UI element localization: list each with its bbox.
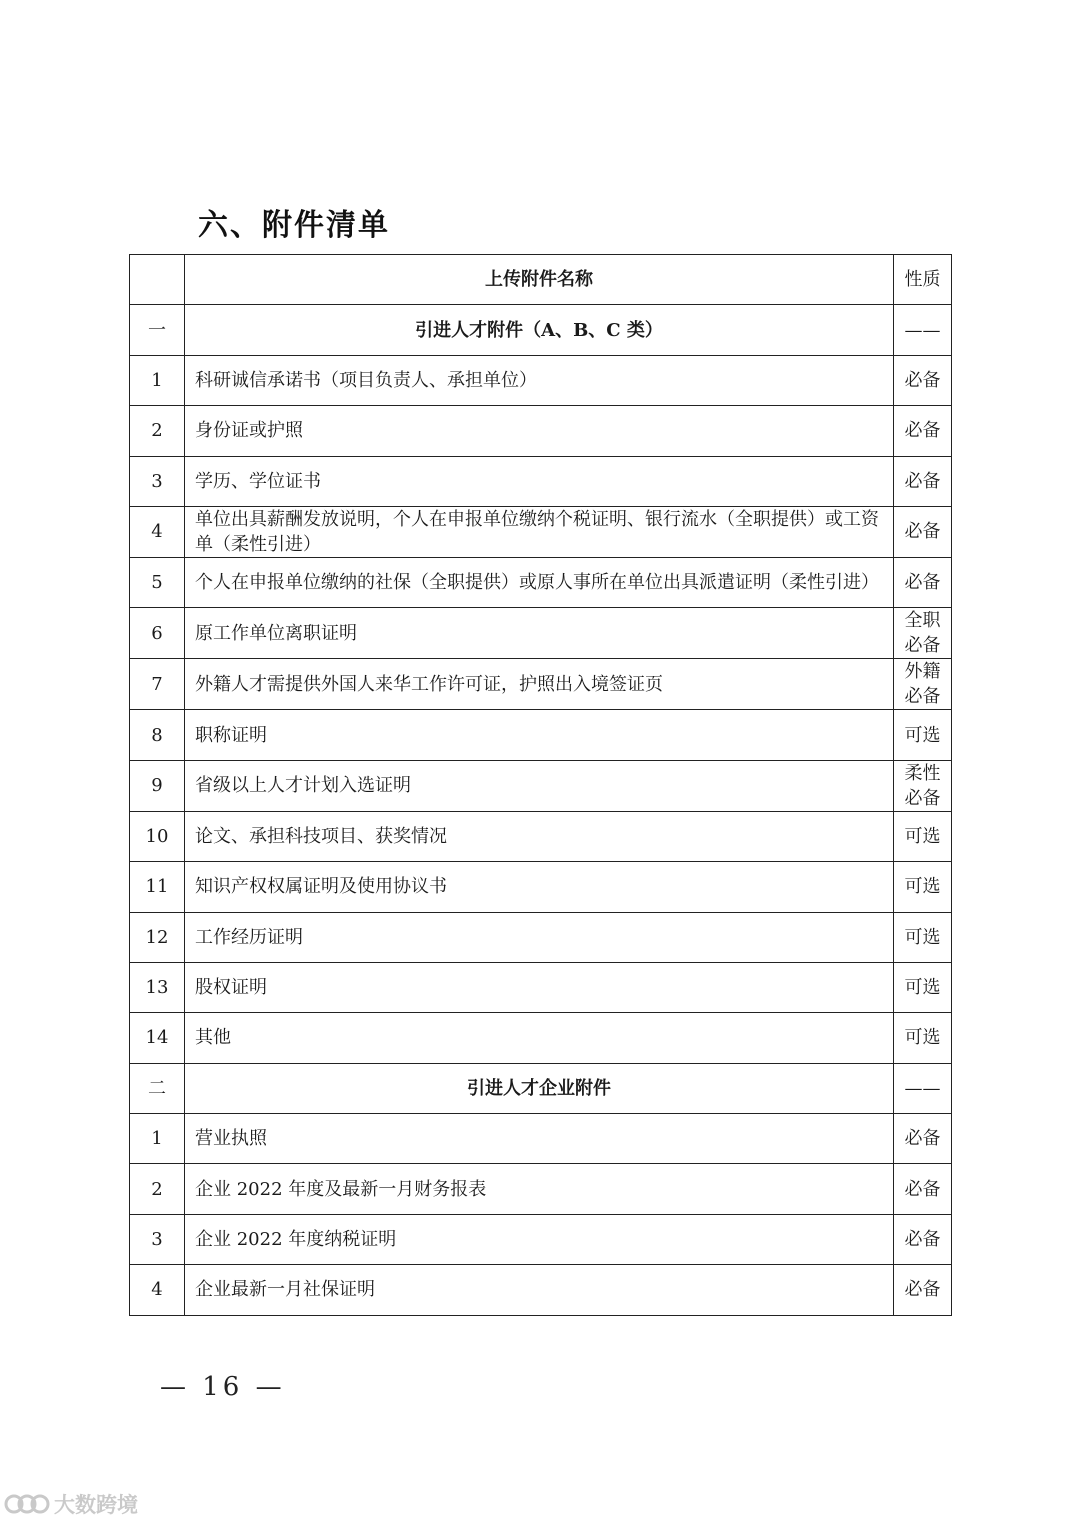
- row-name-cell: 知识产权权属证明及使用协议书: [185, 862, 894, 912]
- group-num-cell: 二: [130, 1063, 185, 1113]
- row-name-cell: 工作经历证明: [185, 912, 894, 962]
- row-name-cell: 外籍人才需提供外国人来华工作许可证，护照出入境签证页: [185, 659, 894, 710]
- table-row: [130, 506, 952, 557]
- row-num-cell: 10: [130, 811, 185, 861]
- table-row: [130, 811, 952, 861]
- row-nature-cell: 必备: [894, 1214, 952, 1264]
- group-row: [130, 305, 952, 355]
- watermark-logo-icon: [4, 1491, 50, 1517]
- row-nature-cell: 可选: [894, 710, 952, 760]
- row-num-cell: 3: [130, 456, 185, 506]
- group-num-cell: 一: [130, 305, 185, 355]
- row-name-cell: 企业 2022 年度纳税证明: [185, 1214, 894, 1264]
- table-row: [130, 406, 952, 456]
- section-title: 六、附件清单: [198, 208, 390, 243]
- row-nature-cell: 外籍必备: [894, 659, 952, 710]
- row-nature-cell: 必备: [894, 1265, 952, 1315]
- row-name-cell: 学历、学位证书: [185, 456, 894, 506]
- row-name-cell: 其他: [185, 1013, 894, 1063]
- row-nature-cell: 可选: [894, 912, 952, 962]
- row-num-cell: 1: [130, 1114, 185, 1164]
- table-row: [130, 456, 952, 506]
- row-nature-cell: 必备: [894, 1114, 952, 1164]
- table-row: [130, 608, 952, 659]
- row-name-cell: 营业执照: [185, 1114, 894, 1164]
- row-name-cell: 论文、承担科技项目、获奖情况: [185, 811, 894, 861]
- row-nature-cell: 柔性必备: [894, 760, 952, 811]
- watermark: [4, 1490, 138, 1518]
- group-dash-cell: ——: [894, 1063, 952, 1113]
- row-name-cell: 股权证明: [185, 962, 894, 1012]
- row-name-cell: 省级以上人才计划入选证明: [185, 760, 894, 811]
- row-num-cell: 9: [130, 760, 185, 811]
- row-nature-cell: 全职必备: [894, 608, 952, 659]
- header-nature-cell: 性质: [894, 255, 952, 305]
- row-num-cell: 2: [130, 1164, 185, 1214]
- table-row: [130, 1265, 952, 1315]
- row-num-cell: 5: [130, 557, 185, 607]
- row-name-cell: 企业最新一月社保证明: [185, 1265, 894, 1315]
- row-nature-cell: 必备: [894, 1164, 952, 1214]
- group-row: [130, 1063, 952, 1113]
- row-num-cell: 11: [130, 862, 185, 912]
- row-nature-cell: 必备: [894, 456, 952, 506]
- row-num-cell: 8: [130, 710, 185, 760]
- row-nature-cell: 必备: [894, 406, 952, 456]
- table-row: [130, 557, 952, 607]
- row-name-cell: 科研诚信承诺书（项目负责人、承担单位）: [185, 355, 894, 405]
- table-header-row: [130, 255, 952, 305]
- row-name-cell: 身份证或护照: [185, 406, 894, 456]
- table-row: [130, 1013, 952, 1063]
- row-name-cell: 单位出具薪酬发放说明，个人在申报单位缴纳个税证明、银行流水（全职提供）或工资单（柔性引进）: [185, 506, 894, 557]
- row-nature-cell: 必备: [894, 355, 952, 405]
- header-num-cell: [130, 255, 185, 305]
- row-num-cell: 1: [130, 355, 185, 405]
- row-num-cell: 3: [130, 1214, 185, 1264]
- table-row: [130, 962, 952, 1012]
- table-row: [130, 659, 952, 710]
- group-title-cell: 引进人才附件（A、B、C 类）: [185, 305, 894, 355]
- table-row: [130, 912, 952, 962]
- row-nature-cell: 必备: [894, 506, 952, 557]
- row-num-cell: 7: [130, 659, 185, 710]
- row-num-cell: 4: [130, 506, 185, 557]
- row-nature-cell: 可选: [894, 1013, 952, 1063]
- row-num-cell: 12: [130, 912, 185, 962]
- table-row: [130, 760, 952, 811]
- table-row: [130, 1214, 952, 1264]
- table-row: [130, 710, 952, 760]
- header-name-cell: 上传附件名称: [185, 255, 894, 305]
- row-num-cell: 13: [130, 962, 185, 1012]
- row-name-cell: 个人在申报单位缴纳的社保（全职提供）或原人事所在单位出具派遣证明（柔性引进）: [185, 557, 894, 607]
- table-row: [130, 355, 952, 405]
- table-row: [130, 1164, 952, 1214]
- page-number: — 16 —: [160, 1372, 286, 1402]
- table-row: [130, 862, 952, 912]
- row-nature-cell: 必备: [894, 557, 952, 607]
- table-row: [130, 1114, 952, 1164]
- attachment-table: [129, 254, 952, 1316]
- row-name-cell: 企业 2022 年度及最新一月财务报表: [185, 1164, 894, 1214]
- row-num-cell: 2: [130, 406, 185, 456]
- row-nature-cell: 可选: [894, 811, 952, 861]
- attachment-table-body: [130, 255, 952, 1316]
- watermark-text: 大数跨境: [54, 1493, 138, 1517]
- row-num-cell: 4: [130, 1265, 185, 1315]
- row-nature-cell: 可选: [894, 962, 952, 1012]
- row-nature-cell: 可选: [894, 862, 952, 912]
- row-name-cell: 职称证明: [185, 710, 894, 760]
- row-name-cell: 原工作单位离职证明: [185, 608, 894, 659]
- group-title-cell: 引进人才企业附件: [185, 1063, 894, 1113]
- row-num-cell: 6: [130, 608, 185, 659]
- group-dash-cell: ——: [894, 305, 952, 355]
- row-num-cell: 14: [130, 1013, 185, 1063]
